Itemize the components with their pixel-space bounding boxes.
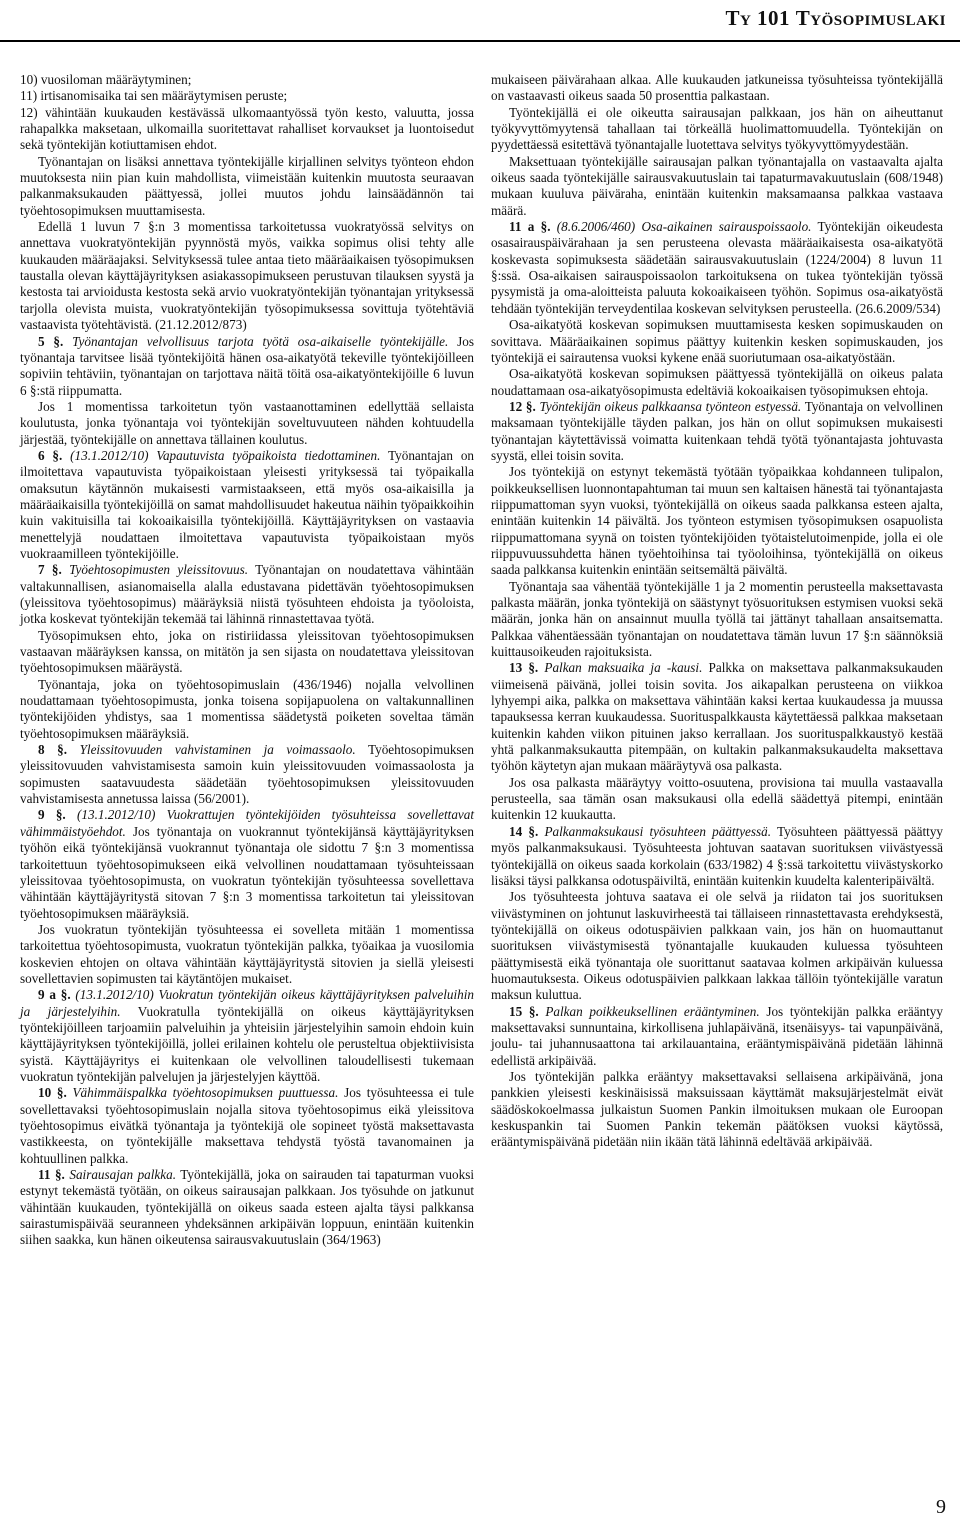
section-body: Työnantajan on ilmoitettava vapautuvista työpaikoistaan yleisesti yrityksessä tai työpaikalla omaksutun käytännön mukaisesti varmistaakseen, että myös osa-aikaisilla ja määräaikaisilla työntekijöillä on samat mahdollisuudet hakeutua näihin työpaikkoihin kuin vakituisilla tai kokoaikaisilla työntekijöillä. Käyttäjäyrityksen on vastaavia menettelyjä noudattaen ilmoitettava vapautuvista työpaikoistaan myös vuokraamilleen työntekijöille. bbox=[20, 447, 475, 561]
section-title: Yleissitovuuden vahvistaminen ja voimassaolo. bbox=[79, 742, 356, 758]
right-column bbox=[491, 72, 943, 1151]
left-column bbox=[20, 72, 474, 1249]
list-item: 12) vähintään kuukauden kestävässä ulkomaantyössä työn kesto, valuutta, jossa rahapalkka maksetaan, ulkomailla suoritettavat rahalliset korvaukset ja luontoisedut sekä työntekijän kotiuttamisen ehdot. bbox=[20, 104, 474, 153]
section-number: 11 a §. bbox=[509, 219, 551, 235]
paragraph: Jos 1 momentissa tarkoitetun työn vastaanottaminen edellyttää sellaista koulutusta, jonka työnantaja voi työntekijän soveltuvuuteen nähden kohtuudella järjestää, työntekijälle on annettava tällainen koulutus. bbox=[20, 398, 474, 447]
paragraph: Jos työsuhteesta johtuva saatava ei ole selvä ja riidaton tai jos suorituksen viivästyminen on johtunut laskuvirheestä tai tällaiseen rinnastettavasta erehdyksestä, työntekijällä on oikeus odotuspäivien palkkaan vain, jos hän on huomauttanut suorituksen viivästymisestä työnantajalle kuukauden kuluessa työsuhteen päättymisestä eikä työnantaja ole suorittanut saatavaa kolmen arkipäivän kuluessa huomautuksesta. Oikeus odotuspäivien palkkaan lakkaa tällöin työntekijälle varatun maksun kuluttua. bbox=[491, 889, 943, 1003]
paragraph: Edellä 1 luvun 7 §:n 3 momentissa tarkoitetussa vuokratyössä selvitys on annettava vuokratyöntekijän pyynnöstä myös, vaikka sopimus olisi tehty alle kuukauden määräajaksi. Selvityksessä tulee antaa tieto määräaikaisen työsopimuksen taustalla olevan käyttäjäyrityksen asiakassopimukseen perustuvan tilauksen syystä ja kestosta tai arvioidusta kestosta sekä arvio vuokratyöntekijän työnantajan yrityksessä tarjolla olevista muista, vuokratyöntekijän työsopimuksessa sovittuja työtehtäviä vastaavista työtehtävistä. (21.12.2012/873) bbox=[20, 219, 474, 333]
paragraph: Työsopimuksen ehto, joka on ristiriidassa yleissitovan työehtosopimuksen vastaavan määräyksen kanssa, on mitätön ja sen sijasta on noudatettava yleissitovan työehtosopimuksen määräystä. bbox=[20, 627, 474, 676]
section-body: Vuokratulla työntekijällä on oikeus käyttäjäyrityksen työntekijöilleen tarjoamiin palveluihin ja yhteisiin järjestelyihin samoin ehdoin kuin käyttäjäyrityksen työntekijöillä, jollei erilainen kohtelu ole perusteltua objektiivisista syistä. Käyttäjäyritys ei kuitenkaan ole velvollinen taloudellisesti tukemaan vuokratun työntekijän palvelujen ja järjestelyjen käyttöä. bbox=[20, 1003, 474, 1084]
section-number: 5 §. bbox=[38, 333, 64, 349]
header-rule bbox=[0, 40, 960, 42]
header-title: Työsopimuslaki bbox=[795, 6, 946, 30]
section-title: Työehtosopimusten yleissitovuus. bbox=[69, 562, 249, 578]
paragraph: Osa-aikatyötä koskevan sopimuksen päättyessä työntekijällä on oikeus palata noudattamaan osa-aikatyösopimusta edeltäviä kokoaikaisen työsopimuksen ehtoja. bbox=[491, 366, 943, 398]
section-title: Palkanmaksukausi työsuhteen päättyessä. bbox=[544, 823, 772, 839]
section-body: Jos työntekijän palkka erääntyy maksettavaksi sunnuntaina, kirkollisena juhlapäivänä, itsenäisyys- tai vapunpäivänä, joulu- tai juhannusaattona tai arkilauantaina, erääntymispäivänä pidetään lähinnä edellistä arkipäivää. bbox=[491, 1003, 943, 1068]
section-body: Työntekijän oikeudesta osasairauspäivärahaan ja sen perusteena olevasta määräaikaisesta osa-aikatyötä koskevasta sopimuksesta säädetään sairausvakuutuslain (1224/2004) 8 luvun 11 §:ssä. Osa-aikaisen sairauspoissaolon tarkoituksena on tukea työntekijän työssä pysymistä ja oma-aloitteista paluuta kokoaikaiseen työhön. Sopimus osa-aikatyöstä tehdään työntekijän terveydentilaa koskevan selvityksen perusteella. (26.6.2009/534) bbox=[491, 219, 943, 316]
section-paragraph bbox=[491, 1004, 943, 1069]
section-title: Sairausajan palkka. bbox=[69, 1167, 177, 1183]
section-number: 6 §. bbox=[38, 447, 63, 463]
section-paragraph bbox=[20, 807, 474, 921]
paragraph: Työnantajan on lisäksi annettava työntekijälle kirjallinen selvitys työnteon ehdon muutoksesta niin pian kuin mahdollista, viimeistään kuitenkin muutosta seuraavan palkanmaksukauden päättyessä, jollei muutos johdu lainsäädännön tai työehtosopimuksen muuttamisesta. bbox=[20, 153, 474, 218]
section-body: Työsuhteen päättyessä päättyy myös palkanmaksukausi. Työsuhteesta johtuvan saatavan suorituksen viivästyessä työntekijällä on oikeus saada korkolain (633/1982) 4 §:ssä tarkoitettu viivästyskorko lisäksi täysi palkkansa odotuspäiviltä, enintään kuitenkin kuudelta kalenteripäivältä. bbox=[491, 823, 944, 888]
section-paragraph bbox=[491, 660, 943, 774]
section-paragraph bbox=[20, 1085, 474, 1167]
section-number: 10 §. bbox=[38, 1085, 67, 1101]
paragraph: Jos työntekijän palkka erääntyy maksettavaksi sellaisena arkipäivänä, jona pankkien yleisesti keskinäisissä maksuissaan käyttämät maksujärjestelmät eivät säädöskokoelmassa julkaistun Suomen Pankin ilmoituksen mukaan ole Euroopan keskuspankin tai Suomen Pankin tekemän päätöksen vuoksi käytössä, erääntymispäivänä pidetään niin ikään tätä lähinnä edeltävää arkipäivää. bbox=[491, 1068, 943, 1150]
section-paragraph bbox=[491, 219, 943, 317]
section-paragraph bbox=[20, 562, 474, 627]
section-title: Työntekijän oikeus palkkaansa työnteon estyessä. bbox=[539, 398, 802, 414]
section-paragraph bbox=[20, 742, 474, 807]
section-title: Palkan poikkeuksellinen erääntyminen. bbox=[545, 1003, 760, 1019]
section-title: Työnantajan velvollisuus tarjota työtä osa-aikaiselle työntekijälle. bbox=[72, 333, 449, 349]
section-number: 15 §. bbox=[509, 1003, 539, 1019]
section-number: 7 §. bbox=[38, 562, 62, 578]
paragraph: Työnantaja, joka on työehtosopimuslain (436/1946) nojalla velvollinen noudattamaan työehtosopimusta, jonka toisena sopijapuolena on valtakunnallinen työntekijöiden yhdistys, saa 1 momentissa säädetystä poiketen soveltaa tämän työehtosopimuksen määräyksiä. bbox=[20, 676, 474, 741]
section-paragraph bbox=[20, 448, 474, 562]
section-title: (8.6.2006/460) Osa-aikainen sairauspoissaolo. bbox=[556, 219, 812, 235]
section-title: (13.1.2012/10) Vuokratun työntekijän oikeus käyttäjäyrityksen palveluihin ja järjestelyihin. bbox=[20, 987, 475, 1019]
section-body: Työehtosopimuksen yleissitovuuden vahvistamisesta samoin kuin yleissitovuuden voimassaolosta ja sopimusten saatavuudesta säädetään työehtosopimuksen yleissitovuuden vahvistamisesta annetussa laissa (56/2001). bbox=[20, 742, 475, 807]
continued-paragraph: mukaiseen päivärahaan alkaa. Alle kuukauden jatkuneissa työsuhteissa työntekijällä on vastaavasti oikeus saada 50 prosenttia palkastaan. bbox=[491, 72, 943, 104]
section-title: Vähimmäispalkka työehtosopimuksen puuttuessa. bbox=[72, 1085, 339, 1101]
paragraph: Osa-aikatyötä koskevan sopimuksen muuttamisesta kesken sopimuskauden on sovittava. Määräaikainen sopimus päättyy kuitenkin kesken sopimuskauden, jos työntekijä ei sairautensa vuoksi kykene enää suoriutumaan osa-aikatyöstään. bbox=[491, 317, 943, 365]
paragraph: Jos osa palkasta määräytyy voitto-osuutena, provisiona tai muulla vastaavalla perusteella, saa tämän osan maksukausi olla edellä säädettyä pitempi, enintään kuitenkin 12 kuukautta. bbox=[491, 774, 943, 823]
list-item: 10) vuosiloman määräytyminen; bbox=[20, 72, 192, 87]
section-number: 11 §. bbox=[38, 1167, 65, 1183]
header-prefix: Ty 101 bbox=[725, 6, 791, 30]
section-body: Jos työsuhteessa ei tule sovellettavaksi työehtosopimuslain nojalla sitova työehtosopimus eikä yleissitova työehtosopimus eivätkä työnantaja ja työntekijä ole sopineet työstä maksettavasta vastikkeesta, on työntekijälle maksettava tehdystä työstä tavanomainen ja kohtuullinen palkka. bbox=[20, 1085, 475, 1166]
section-number: 13 §. bbox=[509, 660, 539, 676]
section-number: 9 §. bbox=[38, 807, 66, 823]
section-paragraph bbox=[20, 987, 474, 1085]
section-number: 12 §. bbox=[509, 398, 536, 414]
section-number: 9 a §. bbox=[38, 987, 71, 1003]
section-body: Työnantajan on noudatettava vähintään valtakunnallisen, asianomaisella alalla edustavana pidettävän työehtosopimuksen (yleissitova työehtosopimus) määräyksiä niistä työsuhteen ehdoista ja työoloista, jotka koskevat työntekijän tekemää tai lähinnä rinnastettavaa työtä. bbox=[20, 562, 475, 627]
list-item: 11) irtisanomisaika tai sen määräytymisen peruste; bbox=[20, 88, 288, 104]
paragraph: Jos vuokratun työntekijän työsuhteessa ei sovelleta mitään 1 momentissa tarkoitettua työehtosopimusta, vuokratun työntekijän palkka, työaikaa ja vuosilomia koskevien ehtojen on oltava vähintään käyttäjäyritystä sitovien ja siellä yleisesti sovellettavien sopimusten tai käytäntöjen mukaiset. bbox=[20, 921, 474, 986]
section-body: Palkka on maksettava palkanmaksukauden viimeisenä päivänä, jollei toisin sovita. Jos aikapalkan perusteena on viikkoa lyhyempi aika, palkka on maksettava vähintään kaksi kertaa kuukaudessa ja muussa tapauksessa kerran kuukaudessa. Suorituspalkkausta käytettäessä palkkaa maksetaan kuitenkin kahden viikon pituinen jakso kerrallaan. Jos suorituspalkkaustyö kestää yhtä palkanmaksukautta pitempään, on kultakin palkanmaksukaudelta maksettava työhön käytetyn ajan mukaan määräytyvä osa palkasta. bbox=[491, 660, 944, 774]
section-body: Työnantaja on velvollinen maksamaan työntekijälle täyden palkan, jos hän on ollut sopimuksen mukaisesti työnantajan käytettävissä voimatta kuitenkaan tehdä työtä työnantajasta johtuvasta syystä, ellei toisin sovita. bbox=[491, 398, 944, 463]
page-number: 9 bbox=[936, 1496, 946, 1518]
section-paragraph bbox=[491, 399, 943, 464]
section-paragraph bbox=[20, 334, 474, 399]
running-header bbox=[725, 6, 946, 31]
paragraph: Työntekijällä ei ole oikeutta sairausajan palkkaan, jos hän on aiheuttanut työkyvyttömyytensä tahallaan tai törkeällä huolimattomuudella. Työntekijän on pyydettäessä esitettävä työnantajalle luotettava selvitys työkyvyttömyydestään. bbox=[491, 104, 943, 153]
section-title: (13.1.2012/10) Vapautuvista työpaikoista tiedottaminen. bbox=[70, 447, 381, 463]
paragraph: Jos työntekijä on estynyt tekemästä työtään työpaikkaa kohdanneen tulipalon, poikkeuksellisen luonnontapahtuman tai muun sen kaltaisen hänestä tai työnantajasta riippumattoman syyn vuoksi, työntekijällä on oikeus saada palkkansa esteen ajalta, enintään kuitenkin 14 päivältä. Jos työnteon estymisen työsopimuksen osapuolista riippumattomana syynä on toisten työntekijöiden työtaistelutoimenpide, jolla ei ole riippuvuussuhdetta hänen työehtoihinsa tai työoloihinsa, työntekijällä on oikeus saada palkkansa kuitenkin enintään seitsemältä päivältä. bbox=[491, 464, 943, 578]
section-paragraph bbox=[20, 1167, 474, 1249]
section-title: Palkan maksuaika ja -kausi. bbox=[544, 660, 703, 676]
paragraph: Työnantaja saa vähentää työntekijälle 1 ja 2 momentin perusteella maksettavasta palkasta määrän, jonka työntekijä on säästynyt työsuorituksen estymisen vuoksi sekä määrän, jonka hän on ansainnut muulla työllä tai jättänyt tahallaan ansaitsematta. Palkkaa vähentäessään työnantajan on noudatettava tämän luvun 17 §:n säännöksiä kuittausoikeuden rajoituksista. bbox=[491, 578, 943, 660]
section-body: Jos työnantaja tarvitsee lisää työntekijöitä hänen osa-aikatyötä tekeville työntekijöilleen sopiviin tehtäviin, työnantajan on tarjottava näitä töitä osa-aikatyöntekijöille 6 luvun 6 §:stä riippumatta. bbox=[20, 333, 475, 398]
section-title: (13.1.2012/10) Vuokrattujen työntekijöiden työsuhteissa sovellettavat vähimmäistyöehdot. bbox=[20, 807, 475, 839]
section-paragraph bbox=[491, 824, 943, 889]
paragraph: Maksettuaan työntekijälle sairausajan palkan työnantajalla on vastaavalta ajalta oikeus saada työntekijälle sairausvakuutuslain tai tapaturmavakuutuslain (608/1948) mukaan kuuluva päiväraha, enintään kuitenkin maksamaansa palkkaa vastaava määrä. bbox=[491, 153, 943, 218]
section-number: 8 §. bbox=[38, 742, 68, 758]
section-body: Jos työnantaja on vuokrannut työntekijänsä käyttäjäyrityksen työhön eikä työntekijänsä vuokrannut työnantaja ole sidottu 7 §:n 3 momentissa tarkoitettuun työehtosopimukseen eikä velvollinen noudattamaan työsuhteissaan yleissitovaa työehtosopimusta, on vuokratun työntekijän työsuhteessa sovellettava vähintään käyttäjäyritystä sitovan 7 §:n 3 momentissa tarkoitetun tai yleissitovan työehtosopimuksen määräyksiä. bbox=[20, 823, 475, 921]
section-number: 14 §. bbox=[509, 823, 539, 839]
section-body: Työntekijällä, joka on sairauden tai tapaturman vuoksi estynyt tekemästä työtään, on oikeus sairausajan palkkaan. Jos työsuhde on jatkunut vähintään kuukauden, työntekijällä on oikeus saada esteen ajalta täysi palkkansa sairastumispäivää seuranneen yhdeksännen arkipäivän loppuun, enintään kuitenkin siihen saakka, kun hänen oikeutensa sairausvakuutuslain (364/1963) bbox=[20, 1167, 475, 1248]
